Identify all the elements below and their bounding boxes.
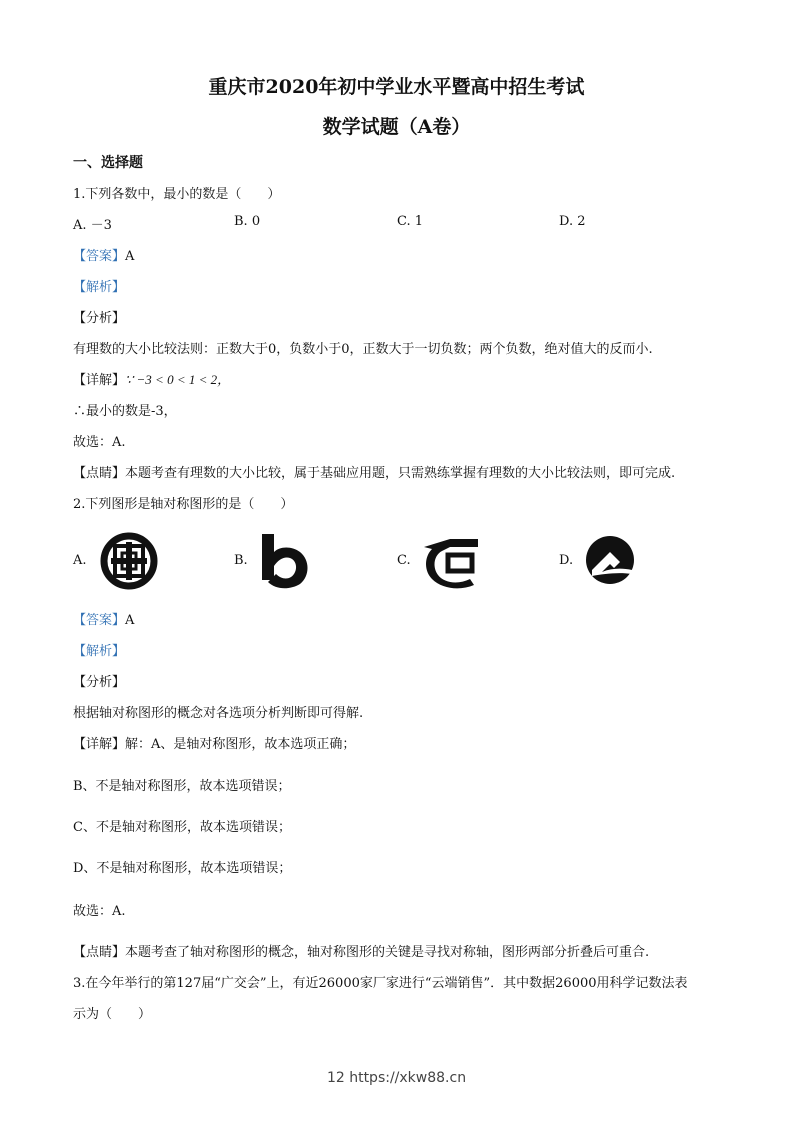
q1-option-c: C. 1 xyxy=(397,214,424,229)
q1-comment: 【点睛】本题考查有理数的大小比较，属于基础应用题，只需熟练掌握有理数的大小比较法则，即可完成. xyxy=(73,466,676,481)
bank-c-logo-icon xyxy=(420,533,482,593)
q1-choose: 故选：A. xyxy=(73,435,126,450)
q1-therefore: ∴最小的数是-3， xyxy=(73,404,177,419)
q2-rule: 根据轴对称图形的概念对各选项分析判断即可得解. xyxy=(73,706,364,721)
q2-option-a-label: A. xyxy=(73,553,87,568)
q2-option-c-label: C. xyxy=(397,553,411,568)
q1-option-b: B. 0 xyxy=(234,214,261,229)
document-title: 重庆市2020年初中学业水平暨高中招生考试 xyxy=(208,76,585,98)
q2-option-b-label: B. xyxy=(234,553,248,568)
page-footer: 12 https://xkw88.cn xyxy=(326,1070,467,1086)
q1-option-d: D. 2 xyxy=(559,214,586,229)
document-subtitle: 数学试题（A卷） xyxy=(322,116,471,138)
q2-option-c-explain: C、不是轴对称图形，故本选项错误； xyxy=(73,820,291,835)
icbc-logo-icon xyxy=(100,532,158,594)
q2-fenxi: 【分析】 xyxy=(73,675,126,690)
q2-option-d-label: D. xyxy=(559,553,574,568)
q2-stem: 2.下列图形是轴对称图形的是（ ） xyxy=(73,497,294,512)
q1-option-a: A. －3 xyxy=(73,218,112,233)
q2-choose: 故选：A. xyxy=(73,904,126,919)
q2-option-d-explain: D、不是轴对称图形，故本选项错误； xyxy=(73,861,292,876)
detail-expression: ∵ −3 < 0 < 1 < 2， xyxy=(125,372,231,387)
q2-comment: 【点睛】本题考查了轴对称图形的概念，轴对称图形的关键是寻找对称轴，图形两部分折叠后可重合. xyxy=(73,945,650,960)
q2-option-b-explain: B、不是轴对称图形，故本选项错误； xyxy=(73,779,291,794)
q2-detail: 【详解】解：A、是轴对称图形，故本选项正确； xyxy=(73,737,356,752)
answer-tag: 【答案】 xyxy=(73,249,126,264)
q1-analysis-tag: 【解析】 xyxy=(73,280,126,295)
detail-tag: 【详解】 xyxy=(73,373,126,388)
q1-detail xyxy=(73,369,230,388)
q1-answer xyxy=(73,245,134,264)
q1-rule: 有理数的大小比较法则：正数大于0，负数小于0，正数大于一切负数；两个负数，绝对值大的反而小. xyxy=(73,342,653,357)
answer-value: A xyxy=(125,613,135,628)
bank-d-logo-icon xyxy=(584,534,636,590)
q1-fenxi: 【分析】 xyxy=(73,311,126,326)
section-heading: 一、选择题 xyxy=(73,155,143,171)
bank-b-logo-icon xyxy=(256,532,312,594)
answer-tag: 【答案】 xyxy=(73,613,126,628)
answer-value: A xyxy=(125,249,135,264)
q2-analysis-tag: 【解析】 xyxy=(73,644,126,659)
q3-stem-line2: 示为（ ） xyxy=(73,1007,152,1022)
q3-stem-line1: 3.在今年举行的第127届“广交会”上，有近26000家厂家进行“云端销售”．其中数据26000用科学记数法表 xyxy=(73,976,688,991)
q1-stem: 1.下列各数中，最小的数是（ ） xyxy=(73,187,281,202)
q2-answer xyxy=(73,609,134,628)
